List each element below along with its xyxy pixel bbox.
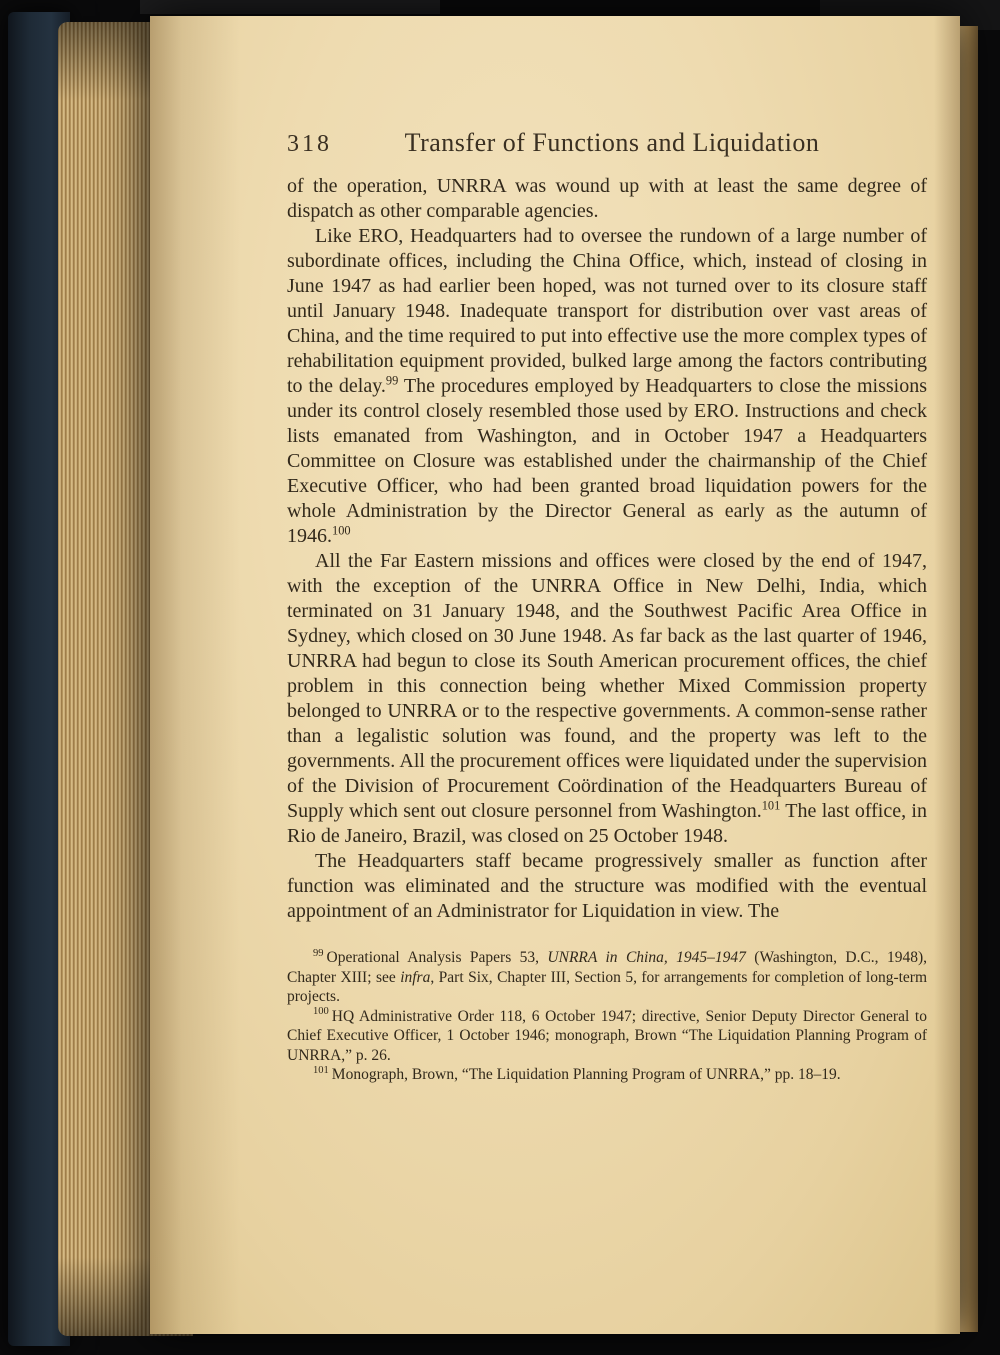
paragraph <box>287 224 927 549</box>
paragraph <box>287 174 927 224</box>
footnote <box>287 948 927 1007</box>
page-header <box>287 128 927 158</box>
paragraph-text: The procedures employed by Headquarters to close the missions under its control closely resembled those used by ERO. Instructions and check lists emanated from Washington, and in October 1947 a Headquarters Committee on Closure was established under the chairmanship of the Chief Executive Officer, who had been granted broad liquidation powers for the whole Administration by the Director General as early as the autumn of 1946. <box>287 375 927 547</box>
footnote-text: Monograph, Brown, “The Liquidation Planning Program of UNRRA,” pp. 18–19. <box>331 1066 841 1083</box>
paragraph-text: Like ERO, Headquarters had to oversee the rundown of a large number of subordinate offices, including the China Office, which, instead of closing in June 1947 as had earlier been hoped, was not turned over to its closure staff until January 1948. Inadequate transport for distribution over vast areas of China, and the time required to put into effective use the more complex types of rehabilitation equipment provided, bulked large among the factors contributing to the delay. <box>287 225 927 397</box>
footnote-text: HQ Administrative Order 118, 6 October 1947; directive, Senior Deputy Director General to Chief Executive Officer, 1 October 1946; monograph, Brown “The Liquidation Planning Program of UNRRA,” p. 26. <box>287 1007 927 1064</box>
footnote-text: (Washington, D.C., 1948), Chapter XIII; see <box>287 949 927 986</box>
chapter-title: Transfer of Functions and Liquidation <box>404 128 820 157</box>
footnote-marker: 99 <box>313 947 324 959</box>
footnote-ref-100: 100 <box>332 523 351 538</box>
footnote <box>287 1065 927 1085</box>
text-block <box>287 16 927 1085</box>
book-page <box>150 16 960 1334</box>
paragraph-text: of the operation, UNRRA was wound up with at least the same degree of dispatch as other comparable agencies. <box>287 175 927 222</box>
footnote-marker: 101 <box>313 1064 329 1076</box>
page-number: 318 <box>287 131 332 157</box>
paragraph <box>287 849 927 924</box>
footnote-text: , Part Six, Chapter III, Section 5, for arrangements for completion of long-term projects. <box>287 968 928 1005</box>
footnote-ref-101: 101 <box>761 798 781 813</box>
body-text <box>287 174 927 924</box>
paragraph-text: The Headquarters staff became progressively smaller as function after function was eliminated and the structure was modified with the eventual appointment of an Administrator for Liquidation in view. The <box>287 850 927 922</box>
footnote-text-italic: infra <box>400 968 431 986</box>
background-shadow <box>140 0 440 14</box>
paragraph-text: All the Far Eastern missions and offices were closed by the end of 1947, with the exception of the UNRRA Office in New Delhi, India, which terminated on 31 January 1948, and the Southwest Pacific Area Office in Sydney, which closed on 30 June 1948. As far back as the last quarter of 1946, UNRRA had begun to close its South American procurement offices, the chief problem in this connection being whether Mixed Commission property belonged to UNRRA or to the respective governments. A common-sense rather than a legalistic solution was found, and the property was left to the governments. All the procurement offices were liquidated under the supervision of the Division of Procurement Coördination of the Headquarters Bureau of Supply which sent out closure personnel from Washington. <box>287 550 927 822</box>
footnote-text: Operational Analysis Papers 53, <box>326 949 548 966</box>
footnote-marker: 100 <box>313 1006 329 1018</box>
footnote <box>287 1007 927 1066</box>
paragraph <box>287 549 927 849</box>
footnote-section <box>287 948 927 1085</box>
paragraph-text: The last office, in Rio de Janeiro, Brazil, was closed on 25 October 1948. <box>287 800 927 847</box>
footnote-ref-99: 99 <box>385 373 399 388</box>
footnote-text-italic: UNRRA in China, 1945–1947 <box>547 949 746 966</box>
